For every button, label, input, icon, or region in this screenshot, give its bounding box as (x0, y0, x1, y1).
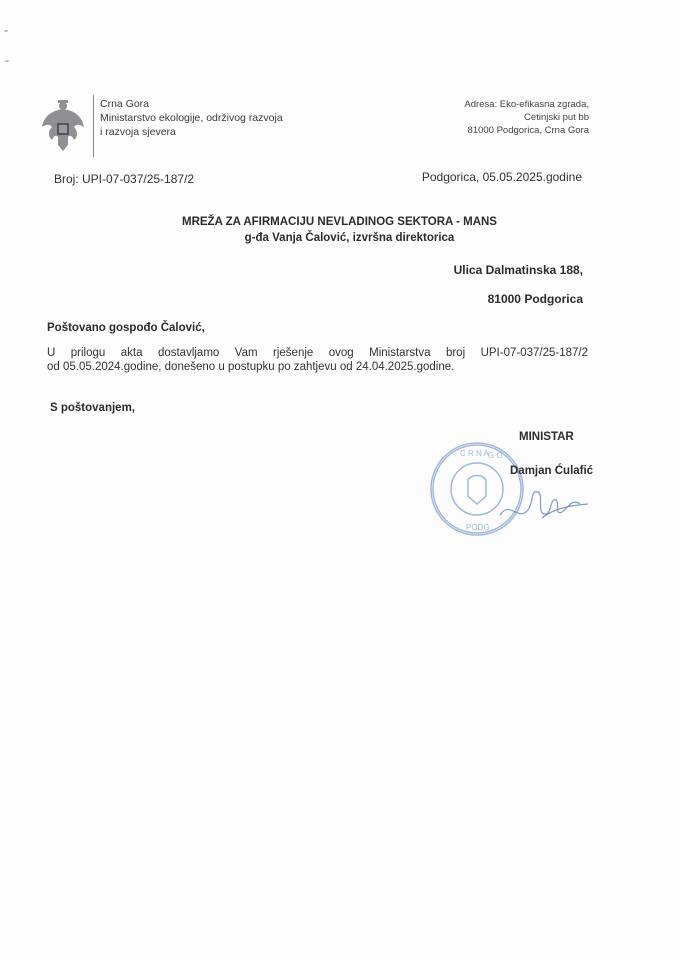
body-text-line: od 05.05.2024.godine, donešeno u postupku po zahtjevu od 24.04.2025.godine. (47, 361, 455, 373)
letterhead-divider (93, 95, 94, 157)
handwritten-signature-icon (490, 470, 600, 530)
organization-line: Crna Gora (100, 98, 150, 110)
recipient-person: g-đa Vanja Čalović, izvršna direktorica (244, 232, 455, 244)
svg-text:G O: G O (488, 451, 503, 460)
body-text-line: U prilogu akta dostavljamo Vam rješenje ovog Ministarstva broj UPI-07-037/25-187/2 (47, 347, 588, 359)
salutation: Poštovano gospođo Čalović, (47, 322, 205, 334)
address-line: Adresa: Eko-efikasna zgrada, (464, 99, 589, 110)
address-line: 81000 Podgorica, Crna Gora (467, 125, 589, 136)
svg-text:PODG: PODG (466, 523, 490, 532)
address-line: Cetinjski put bb (524, 112, 589, 123)
recipient-organization: MREŽA ZA AFIRMACIJU NEVLADINOG SEKTORA - MANS (182, 216, 497, 228)
place-date: Podgorica, 05.05.2025.godine (421, 170, 582, 184)
organization-line: i razvoja sjevera (100, 126, 176, 138)
closing: S poštovanjem, (50, 402, 135, 414)
recipient-city: 81000 Podgorica (487, 292, 583, 306)
signatory-title: MINISTAR (519, 431, 574, 443)
organization-line: Ministarstvo ekologije, održivog razvoja (100, 112, 283, 124)
svg-text:C R N A: C R N A (460, 449, 489, 458)
reference-number: Broj: UPI-07-037/25-187/2 (54, 172, 195, 186)
recipient-street: Ulica Dalmatinska 188, (453, 263, 583, 277)
coat-of-arms-icon (40, 97, 86, 153)
address-block (464, 98, 589, 137)
organization-block (100, 97, 283, 139)
signatory-name: Damjan Ćulafić (510, 465, 594, 477)
